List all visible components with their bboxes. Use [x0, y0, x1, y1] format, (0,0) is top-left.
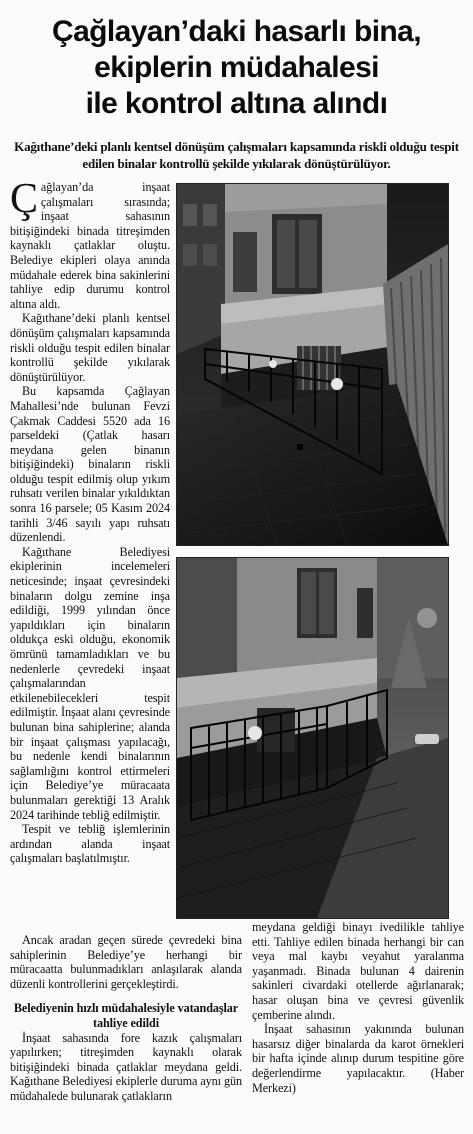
- photo-building-night-1: [176, 183, 449, 546]
- headline-line-3: ile kontrol altına alındı: [85, 87, 388, 120]
- paragraph-9: İnşaat sahasının yakınında bulunan hasarsız diğer binalarda da karot örnekleri bir hafta içinde alınıp durum tespitine göre değerlendirme yapılacaktır. (Haber Merkezi): [252, 1022, 464, 1095]
- paragraph-3: Bu kapsamda Çağlayan Mahallesi’nde bulunan Fevzi Çakmak Caddesi 5520 ada 16 parseldeki (Çatlak hasarı meydana gelen binanın bitişiğindeki) binaların riskli olduğu tespit edilmiş olup yıkım ruhsatı verilen binalar yıkıldıktan sonra 16 parsele; 05 Kasım 2024 tarihli 3/46 sayılı yapı ruhsatı düzenlendi.: [10, 384, 170, 545]
- paragraph-1: [10, 176, 170, 311]
- article-column-right: [252, 920, 464, 1095]
- paragraph-6: Ancak aradan geçen sürede çevredeki bina sahiplerinin Belediye’ye herhangi bir müracaatta bulunmadıkları anlaşılarak alanda düzenli kontrollerini gerçekleştirdi.: [10, 933, 242, 991]
- headline: [8, 14, 465, 122]
- paragraph-5: Tespit ve tebliğ işlemlerinin ardından alanda inşaat çalışmaları başlatılmıştır.: [10, 822, 170, 866]
- headline-line-1: Çağlayan’daki hasarlı bina,: [52, 15, 421, 48]
- article-column-left-lower: [10, 933, 242, 1104]
- section-title: Belediyenin hızlı müdahalesiyle vatandaşlar tahliye edildi: [13, 1001, 239, 1030]
- photo-building-night-2: [176, 557, 449, 919]
- paragraph-8: meydana geldiği binayı ivedilikle tahliye etti. Tahliye edilen binada herhangi bir can veya mal kaybı veyahut yaralanma yaşanmadı. Binada bulunan 4 dairenin sakinleri civardaki otellerde ağırlanarak; hasar oluşan bina ve çevresi güvenlik çemberine alındı.: [252, 920, 464, 1022]
- headline-line-2: ekiplerin müdahalesi: [94, 51, 379, 84]
- paragraph-4: Kağıthane Belediyesi ekiplerinin incelemeleri neticesinde; inşaat çevresindeki binaların dolgu zemine inşa edildiği, 1999 yılından önce yapıldıkları için binaların oldukça eski olduğu, ekonomik ömrünü tamamladıkları ve bu nedenlerle çevredeki inşaat çalışmalarından etkilenebilecekleri tespit edilmiştir. İnşaat alanı çevresinde bulunan bina sahiplerine; alanda bir inşaat çalışması yapılacağı, bu nedenle kendi binalarının sağlamlığını kontrol ettirmeleri için Belediye’ye müracaata bulunmaları gerektiği 13 Aralık 2024 tarihinde tebliğ edilmiştir.: [10, 544, 170, 822]
- paragraph-1-text: ağlayan’da inşaat çalışmaları sırasında; inşaat sahasının bitişiğindeki binada titreşimden kaynaklı çatlaklar oluştu. Belediye ekipleri olaya anında müdahale ederek bina sakinlerini tahliye edip durumu kontrol altına aldı.: [10, 180, 170, 311]
- drop-cap: Ç: [10, 176, 38, 222]
- paragraph-2: Kağıthane’deki planlı kentsel dönüşüm çalışmaları kapsamında riskli olduğu tespit edilen binalar kontrollü şekilde yıkılarak dönüştürülüyor.: [10, 311, 170, 384]
- article-column-left: [10, 176, 170, 866]
- subheadline: Kağıthane’deki planlı kentsel dönüşüm çalışmaları kapsamında riskli olduğu tespit edilen binalar kontrollü şekilde yıkılarak dönüştürülüyor.: [14, 139, 459, 171]
- paragraph-7: İnşaat sahasında fore kazık çalışmaları yapılırken; titreşimden kaynaklı olarak bitişiğindeki binada çatlaklar meydana geldi. Kağıthane Belediyesi ekiplerle duruma aynı gün müdahalede bulunarak çatlakların: [10, 1030, 242, 1103]
